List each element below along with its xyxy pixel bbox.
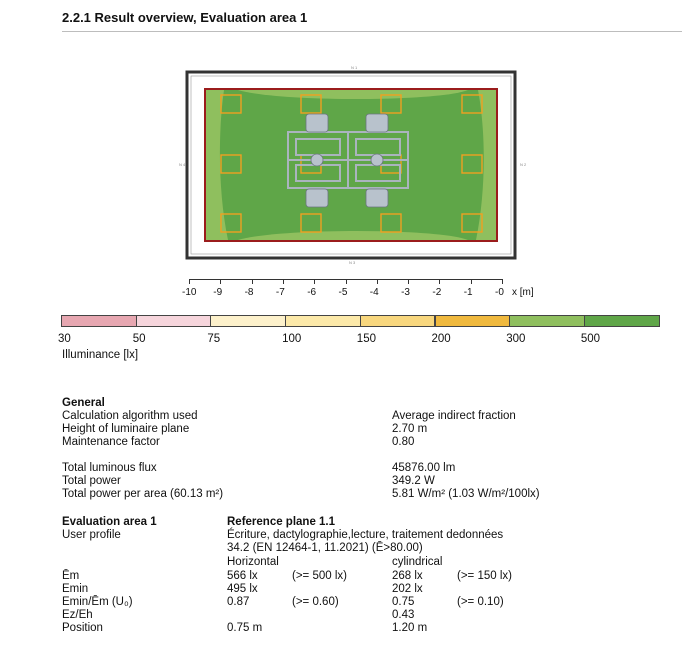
general-label: Total power per area (60.13 m²) (62, 488, 224, 500)
general-value: 5.81 W/m² (1.03 W/m²/100lx) (392, 488, 540, 500)
evaluation-heading: Evaluation area 1 (62, 516, 157, 528)
x-axis-tick-mark (377, 279, 378, 284)
general-label: Maintenance factor (62, 436, 160, 448)
page-title: 2.2.1 Result overview, Evaluation area 1 (62, 10, 308, 25)
evaluation-area (205, 89, 497, 241)
chair (366, 114, 388, 132)
general-label: Height of luminaire plane (62, 423, 190, 435)
x-axis-tick-mark (471, 279, 472, 284)
chair (306, 114, 328, 132)
result-label: Ez/Eh (62, 609, 93, 621)
x-axis-tick-label: -9 (213, 287, 223, 298)
result-cylindrical: 202 lx (392, 583, 423, 595)
column-cylindrical: cylindrical (392, 556, 443, 568)
user-profile-label: User profile (62, 529, 121, 541)
chair (311, 154, 323, 166)
frame-mark-right: N 2 (520, 162, 527, 167)
result-cylindrical-requirement: (>= 150 lx) (457, 570, 512, 582)
illuminance-scale-title: Illuminance [lx] (62, 349, 139, 361)
illuminance-scale-swatch (285, 315, 361, 327)
x-axis-tick-label: -2 (432, 287, 442, 298)
x-axis-tick-mark (220, 279, 221, 284)
illuminance-scale-swatch (61, 315, 137, 327)
x-axis-tick-mark (408, 279, 409, 284)
chair (366, 189, 388, 207)
x-axis-tick-label: -0 (495, 287, 504, 298)
illuminance-scale-label: 100 (282, 333, 302, 345)
frame-mark-top: N 1 (351, 65, 358, 70)
x-axis-tick-mark (252, 279, 253, 284)
result-horizontal: 566 lx (227, 570, 258, 582)
result-cylindrical: 0.43 (392, 609, 415, 621)
chair (371, 154, 383, 166)
illuminance-scale-swatch (584, 315, 660, 327)
column-horizontal: Horizontal (227, 556, 279, 568)
x-axis-tick-label: -1 (463, 287, 473, 298)
x-axis-tick-label: -6 (307, 287, 317, 298)
result-horizontal-requirement: (>= 0.60) (292, 596, 339, 608)
x-axis-tick-label: -10 (182, 287, 197, 298)
general-value: 349.2 W (392, 475, 435, 487)
result-cylindrical: 0.75 (392, 596, 415, 608)
illuminance-scale-swatch (360, 315, 436, 327)
illuminance-scale-label: 30 (58, 333, 71, 345)
general-value: 45876.00 lm (392, 462, 456, 474)
x-axis-tick-mark (439, 279, 440, 284)
illuminance-scale-label: 75 (207, 333, 221, 345)
general-label: Total luminous flux (62, 462, 157, 474)
x-axis-tick-mark (314, 279, 315, 284)
general-label: Total power (62, 475, 121, 487)
result-label: Ēm (62, 570, 80, 582)
x-axis-tick-label: -5 (338, 287, 348, 298)
x-axis-tick-label: -8 (244, 287, 254, 298)
title-divider (62, 31, 682, 32)
user-profile-value: Écriture, dactylographie,lecture, traitement dedonnées (227, 529, 504, 541)
result-horizontal: 495 lx (227, 583, 258, 595)
frame-mark-left: N 4 (179, 162, 186, 167)
frame-mark-bottom: N 3 (349, 260, 356, 265)
illuminance-scale-label: 300 (506, 333, 526, 345)
x-axis-tick-mark (502, 279, 503, 284)
result-label: Emin/Ēm (U₀) (62, 596, 133, 608)
x-axis-tick-label: -3 (401, 287, 410, 298)
result-cylindrical-requirement: (>= 0.10) (457, 596, 504, 608)
result-horizontal: 0.75 m (227, 622, 263, 634)
reference-plane-heading: Reference plane 1.1 (227, 516, 336, 528)
x-axis-tick-label: -7 (275, 287, 285, 298)
floor-plan (178, 62, 528, 272)
illuminance-scale-label: 150 (356, 333, 376, 345)
illuminance-scale-label: 50 (132, 333, 146, 345)
result-cylindrical: 1.20 m (392, 622, 428, 634)
illuminance-scale-swatch (210, 315, 286, 327)
chair (306, 189, 328, 207)
general-value: 2.70 m (392, 423, 428, 435)
general-value: 0.80 (392, 436, 415, 448)
general-value: Average indirect fraction (392, 410, 516, 422)
x-axis-unit: x [m] (512, 287, 534, 298)
illuminance-scale-label: 200 (431, 333, 451, 345)
x-axis-tick-mark (346, 279, 347, 284)
x-axis-tick-mark (283, 279, 284, 284)
general-label: Calculation algorithm used (62, 410, 198, 422)
result-label: Emin (62, 583, 89, 595)
result-label: Position (62, 622, 103, 634)
x-axis-tick-mark (189, 279, 190, 284)
result-cylindrical: 268 lx (392, 570, 423, 582)
illuminance-scale-swatch (435, 315, 511, 327)
user-profile-standard: 34.2 (EN 12464-1, 11.2021) (Ē>80.00) (227, 542, 423, 554)
x-axis-tick-label: -4 (369, 287, 379, 298)
illuminance-scale-swatch (136, 315, 212, 327)
general-heading: General (62, 397, 105, 409)
result-horizontal-requirement: (>= 500 lx) (292, 570, 347, 582)
illuminance-scale-label: 500 (580, 333, 601, 345)
illuminance-scale-swatch (509, 315, 585, 327)
result-horizontal: 0.87 (227, 596, 250, 608)
